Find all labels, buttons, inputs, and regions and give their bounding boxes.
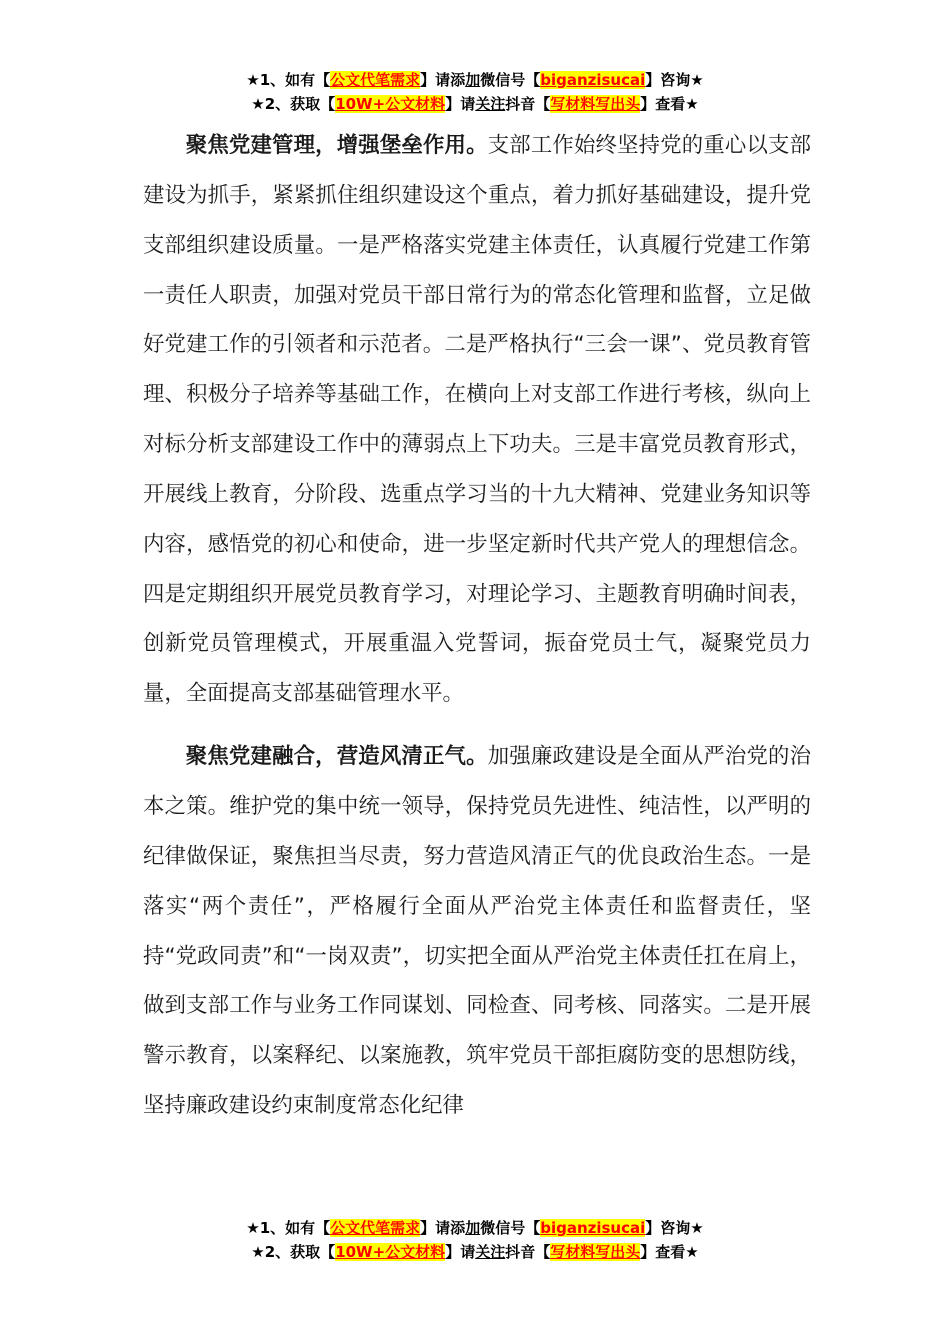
paragraph-text: 支部工作始终坚持党的重心以支部建设为抓手，紧紧抓住组织建设这个重点，着力抓好基础建设，提升党支部组织建设质量。一是严格落实党建主体责任，认真履行党建工作第一责任人职责，加强对党员干部日常行为的常态化管理和监督，立足做好党建工作的引领者和示范者。二是严格执行“三会一课”、党员教育管理、积极分子培养等基础工作，在横向上对支部工作进行考核，纵向上对标分析支部建设工作中的薄弱点上下功夫。三是丰富党员教育形式，开展线上教育，分阶段、选重点学习当的十九大精神、党建业务知识等内容，感悟党的初心和使命，进一步坚定新时代共产党人的理想信念。四是定期组织开展党员教育学习，对理论学习、主题教育明确时间表，创新党员管理模式，开展重温入党誓词，振奋党员士气，凝聚党员力量，全面提高支部基础管理水平。 bbox=[143, 133, 811, 707]
document-body bbox=[143, 121, 811, 1181]
highlight-service: 公文代笔需求 bbox=[330, 1219, 421, 1237]
banner-text: 抖音【 bbox=[505, 95, 551, 113]
header-banner bbox=[0, 68, 950, 116]
banner-underlined-text: 加 bbox=[465, 71, 481, 89]
banner-text: 抖音【 bbox=[505, 1243, 551, 1261]
banner-text: 】咨询★ bbox=[645, 1219, 704, 1237]
banner-underlined-text: 关注 bbox=[475, 95, 506, 113]
footer-banner bbox=[0, 1216, 950, 1264]
banner-text: ★1、如有【 bbox=[246, 71, 331, 89]
paragraph-lead: 聚焦党建管理，增强堡垒作用。 bbox=[185, 133, 488, 158]
highlight-materials: 10W+公文材料 bbox=[335, 1243, 446, 1261]
highlight-wechat-id: biganzisucai bbox=[540, 71, 646, 89]
highlight-materials: 10W+公文材料 bbox=[335, 95, 446, 113]
banner-text: 】请 bbox=[445, 1243, 476, 1261]
banner-text: 】咨询★ bbox=[645, 71, 704, 89]
paragraph-text: 加强廉政建设是全面从严治党的治本之策。维护党的集中统一领导，保持党员先进性、纯洁性，以严明的纪律做保证，聚焦担当尽责，努力营造风清正气的优良政治生态。一是落实“两个责任”，严格履行全面从严治党主体责任和监督责任，坚持“党政同责”和“一岗双责”，切实把全面从严治党主体责任扛在肩上，做到支部工作与业务工作同谋划、同检查、同考核、同落实。二是开展警示教育，以案释纪、以案施教，筑牢党员干部拒腐防变的思想防线，坚持廉政建设约束制度常态化纪律 bbox=[143, 744, 811, 1119]
banner-text: ★2、获取【 bbox=[251, 1243, 336, 1261]
highlight-douyin-account: 写材料写出头 bbox=[550, 1243, 641, 1261]
banner-text: 】查看★ bbox=[640, 95, 699, 113]
banner-line-2 bbox=[0, 92, 950, 116]
banner-text: ★2、获取【 bbox=[251, 95, 336, 113]
paragraph-party-integration bbox=[143, 732, 811, 1131]
highlight-douyin-account: 写材料写出头 bbox=[550, 95, 641, 113]
paragraph-lead: 聚焦党建融合，营造风清正气。 bbox=[185, 744, 488, 770]
banner-text: 】请添 bbox=[420, 71, 466, 89]
paragraph-party-management bbox=[143, 121, 811, 719]
banner-text: ★1、如有【 bbox=[246, 1219, 331, 1237]
banner-text: 】请添 bbox=[420, 1219, 466, 1237]
banner-text: 】请 bbox=[445, 95, 476, 113]
banner-text: 微信号【 bbox=[480, 1219, 541, 1237]
banner-line-1 bbox=[0, 68, 950, 92]
banner-underlined-text: 加 bbox=[465, 1219, 481, 1237]
banner-line-1 bbox=[0, 1216, 950, 1240]
banner-text: 微信号【 bbox=[480, 71, 541, 89]
highlight-wechat-id: biganzisucai bbox=[540, 1219, 646, 1237]
highlight-service: 公文代笔需求 bbox=[330, 71, 421, 89]
banner-line-2 bbox=[0, 1240, 950, 1264]
banner-text: 】查看★ bbox=[640, 1243, 699, 1261]
banner-underlined-text: 关注 bbox=[475, 1243, 506, 1261]
